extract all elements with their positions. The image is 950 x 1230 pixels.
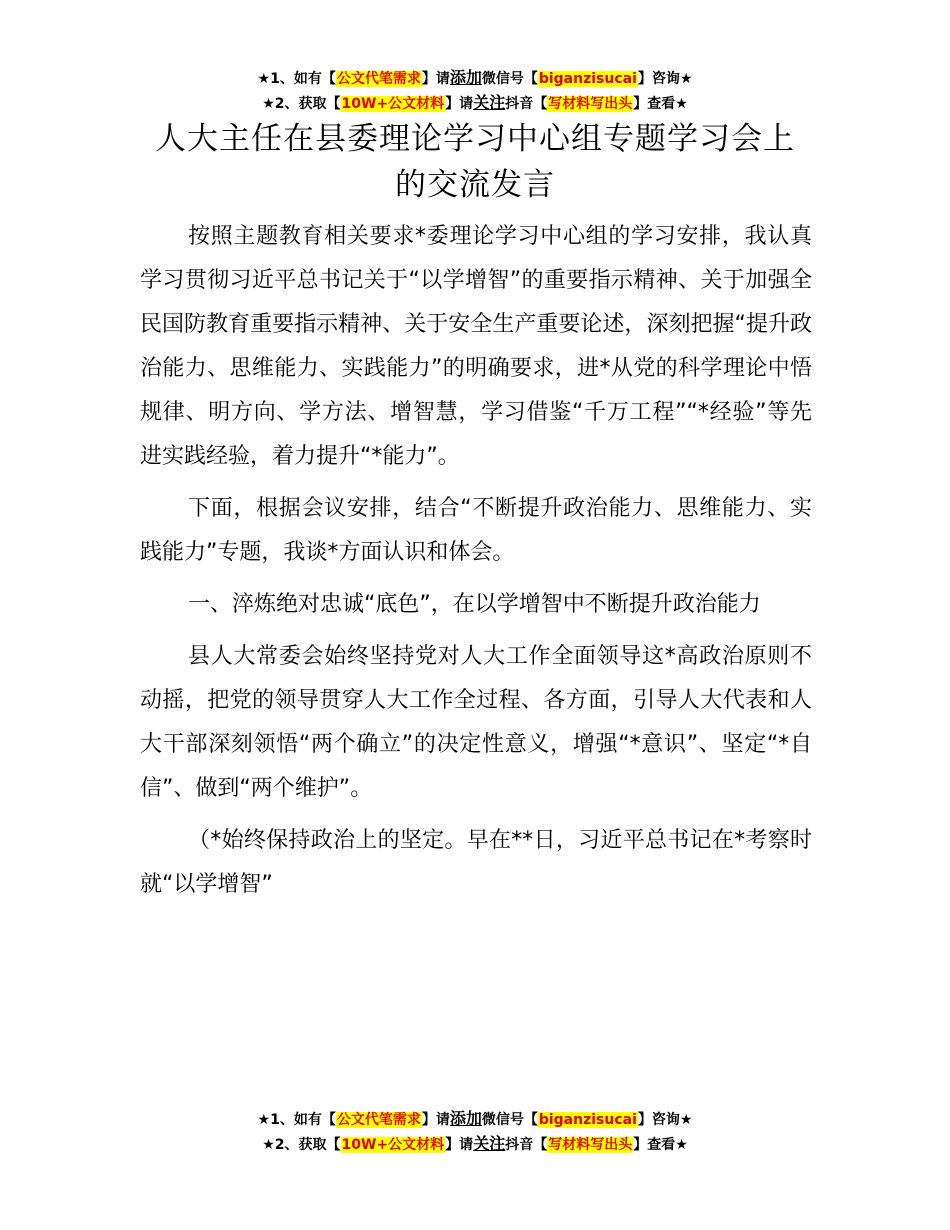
header-line-2-highlight-douyin: 写材料写出头 bbox=[548, 96, 633, 112]
header-line-1-emphasis: 添加 bbox=[449, 68, 482, 87]
paragraph-subpoint: （*始终保持政治上的坚定。早在**日，习近平总书记在*考察时就“以学增智” bbox=[140, 828, 812, 897]
header-line-2-prefix: ★2、获取【 bbox=[262, 96, 341, 112]
header-line-1-prefix: ★1、如有【 bbox=[257, 71, 336, 87]
paragraph-overview: 下面，根据会议安排，结合“不断提升政治能力、思维能力、实践能力”专题，我谈*方面认识和体会。 bbox=[140, 496, 812, 565]
footer-line-2 bbox=[0, 1132, 950, 1157]
footer-line-2-emphasis: 关注 bbox=[473, 1134, 506, 1153]
footer-line-2-mid: 】请 bbox=[445, 1137, 474, 1153]
header-line-2-emphasis: 关注 bbox=[473, 93, 506, 112]
footer-line-1 bbox=[0, 1107, 950, 1132]
footer-line-1-prefix: ★1、如有【 bbox=[257, 1112, 336, 1128]
header-line-2-mid: 】请 bbox=[445, 96, 474, 112]
header-banner bbox=[0, 66, 950, 116]
footer-line-2-mid2: 抖音【 bbox=[505, 1137, 548, 1153]
footer-line-1-highlight-wechat: biganzisucai bbox=[538, 1112, 637, 1128]
footer-banner bbox=[0, 1107, 950, 1157]
footer-line-1-mid: 】请 bbox=[421, 1112, 450, 1128]
header-line-2-highlight-materials: 10W+公文材料 bbox=[341, 96, 445, 112]
footer-line-1-highlight-service: 公文代笔需求 bbox=[336, 1112, 421, 1128]
header-line-2-mid2: 抖音【 bbox=[505, 96, 548, 112]
footer-line-2-prefix: ★2、获取【 bbox=[262, 1137, 341, 1153]
footer-line-1-emphasis: 添加 bbox=[449, 1109, 482, 1128]
header-line-1-suffix: 】咨询★ bbox=[637, 71, 693, 87]
footer-line-1-mid2: 微信号【 bbox=[481, 1112, 538, 1128]
footer-line-2-highlight-douyin: 写材料写出头 bbox=[548, 1137, 633, 1153]
header-line-1 bbox=[0, 66, 950, 91]
section-heading-1: 一、淬炼绝对忠诚“底色”，在以学增智中不断提升政治能力 bbox=[188, 592, 761, 617]
header-line-1-mid2: 微信号【 bbox=[481, 71, 538, 87]
paragraph-intro: 按照主题教育相关要求*委理论学习中心组的学习安排，我认真学习贯彻习近平总书记关于“以学增智”的重要指示精神、关于加强全民国防教育重要指示精神、关于安全生产重要论述，深刻把握“提升政治能力、思维能力、实践能力”的明确要求，进*从党的科学理论中悟规律、明方向、学方法、增智慧，学习借鉴“千万工程”“*经验”等先进实践经验，着力提升“*能力”。 bbox=[140, 224, 812, 469]
footer-line-2-suffix: 】查看★ bbox=[633, 1137, 688, 1153]
header-line-2-suffix: 】查看★ bbox=[633, 96, 688, 112]
header-line-1-highlight-wechat: biganzisucai bbox=[538, 71, 637, 87]
header-line-2 bbox=[0, 91, 950, 116]
document-title: 人大主任在县委理论学习中心组专题学习会上的交流发言 bbox=[155, 121, 795, 203]
header-line-1-highlight-service: 公文代笔需求 bbox=[336, 71, 421, 87]
header-line-1-mid: 】请 bbox=[421, 71, 450, 87]
footer-line-1-suffix: 】咨询★ bbox=[637, 1112, 693, 1128]
paragraph-section-1: 县人大常委会始终坚持党对人大工作全面领导这*高政治原则不动摇，把党的领导贯穿人大工作全过程、各方面，引导人大代表和人大干部深刻领悟“两个确立”的决定性意义，增强“*意识”、坚定“*自信”、做到“两个维护”。 bbox=[140, 644, 812, 801]
footer-line-2-highlight-materials: 10W+公文材料 bbox=[341, 1137, 445, 1153]
document-body bbox=[140, 215, 812, 915]
